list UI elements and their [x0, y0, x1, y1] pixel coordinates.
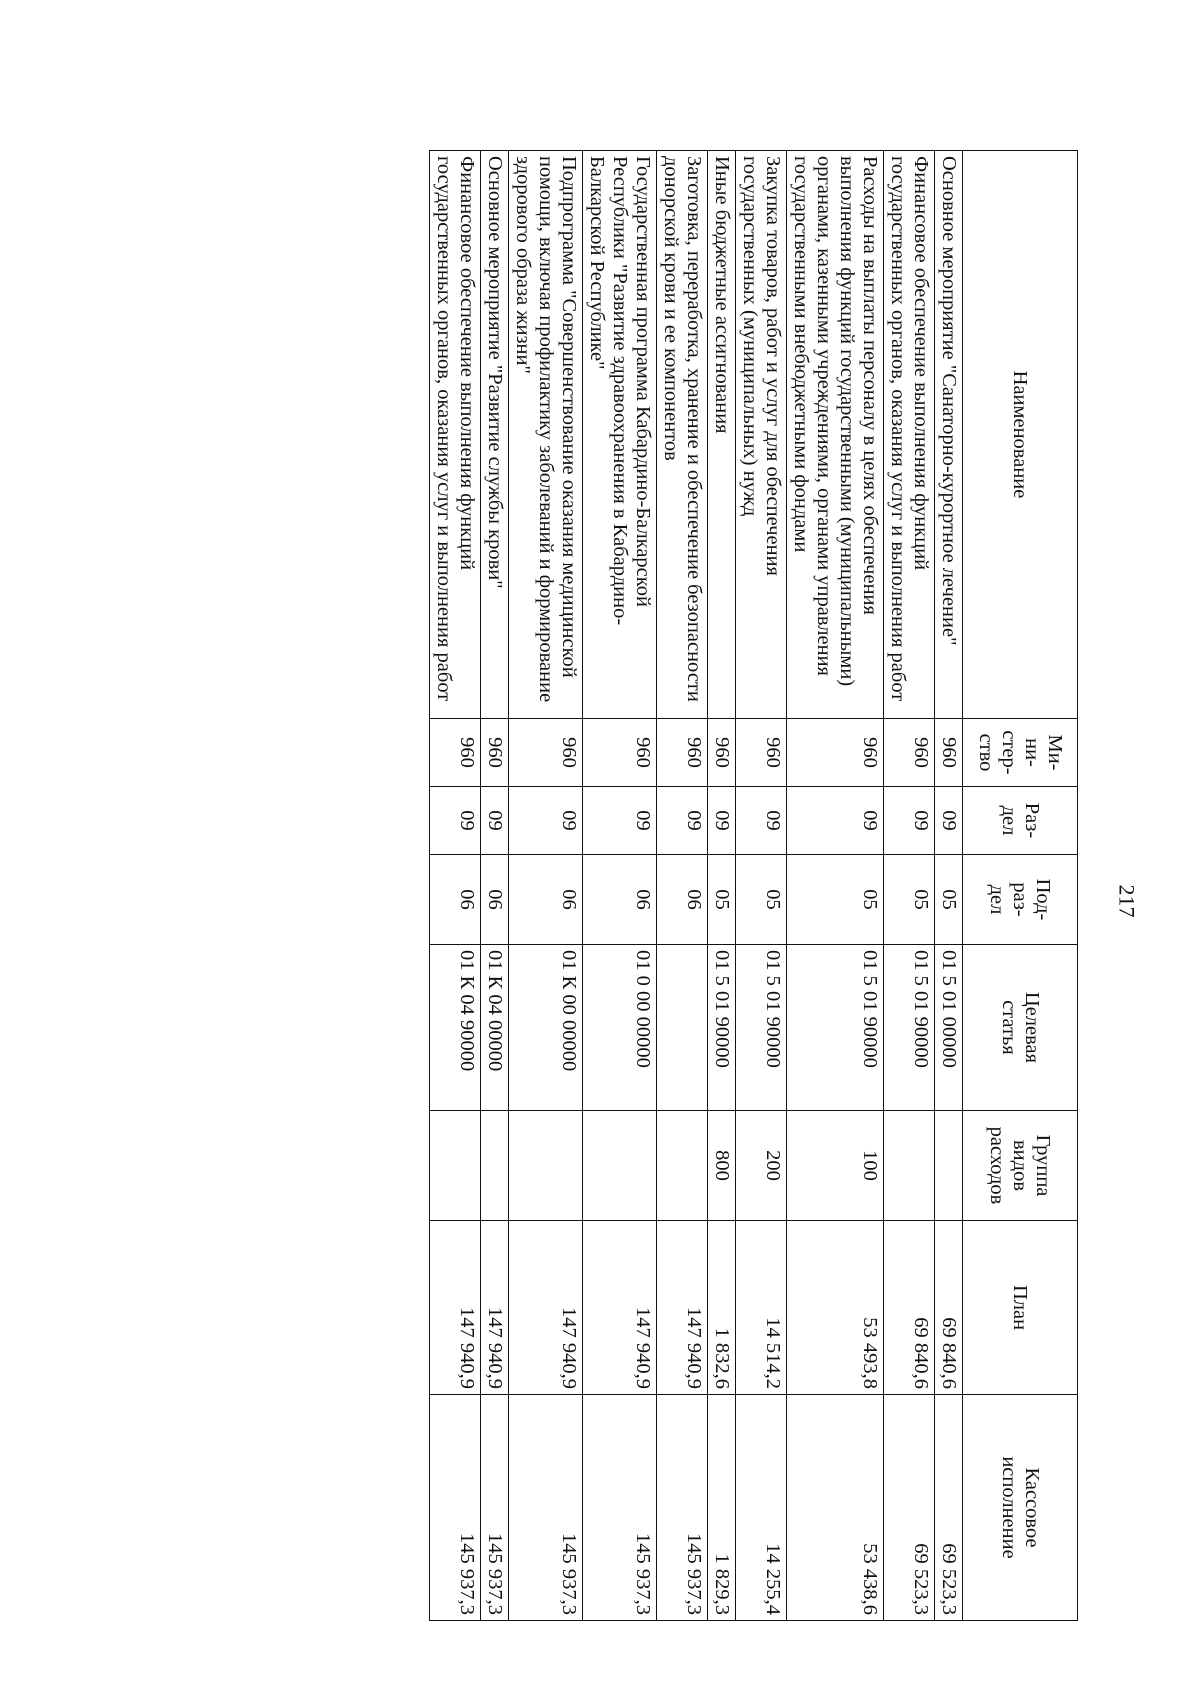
cell-subsection: 05 [736, 855, 787, 945]
table-header-row [963, 151, 1078, 1621]
page-number: 217 [1114, 884, 1140, 918]
table-row [708, 151, 736, 1621]
header-target: Целевая статья [963, 945, 1078, 1111]
header-subsection: Под- раз- дел [963, 855, 1078, 945]
header-section: Раз- дел [963, 787, 1078, 855]
cell-ministry: 960 [583, 719, 657, 787]
table-row [787, 151, 884, 1621]
cell-ministry: 960 [657, 719, 708, 787]
cell-section: 09 [509, 787, 583, 855]
cell-group [583, 1111, 657, 1221]
table-body [430, 151, 963, 1621]
cell-group [884, 1111, 935, 1221]
cell-target: 01 5 01 90000 [787, 945, 884, 1111]
cell-section: 09 [481, 787, 509, 855]
table-row [657, 151, 708, 1621]
cell-plan: 147 940,9 [430, 1221, 481, 1395]
cell-ministry: 960 [481, 719, 509, 787]
cell-target: 01 5 01 00000 [935, 945, 963, 1111]
cell-name: Подпрограмма "Совершенствование оказания медицинской помощи, включая профилактику заболеваний и формирование здорового образа жизни" [509, 151, 583, 719]
table-row [935, 151, 963, 1621]
cell-group [509, 1111, 583, 1221]
header-ministry: Ми- ни- стер- ство [963, 719, 1078, 787]
cell-exec: 69 523,3 [884, 1395, 935, 1621]
cell-plan: 14 514,2 [736, 1221, 787, 1395]
cell-name: Финансовое обеспечение выполнения функций государственных органов, оказания услуг и выполнения работ [884, 151, 935, 719]
table-row [884, 151, 935, 1621]
cell-ministry: 960 [430, 719, 481, 787]
table-row [736, 151, 787, 1621]
budget-table [429, 150, 1078, 1621]
cell-subsection: 06 [481, 855, 509, 945]
cell-subsection: 06 [583, 855, 657, 945]
cell-plan: 69 840,6 [884, 1221, 935, 1395]
cell-plan: 147 940,9 [657, 1221, 708, 1395]
cell-section: 09 [935, 787, 963, 855]
cell-exec: 145 937,3 [481, 1395, 509, 1621]
cell-subsection: 06 [430, 855, 481, 945]
cell-subsection: 05 [884, 855, 935, 945]
cell-plan: 147 940,9 [583, 1221, 657, 1395]
cell-name: Иные бюджетные ассигнования [708, 151, 736, 719]
cell-group: 100 [787, 1111, 884, 1221]
rotated-page-content [142, 150, 1078, 1620]
table-row [509, 151, 583, 1621]
cell-subsection: 05 [708, 855, 736, 945]
cell-plan: 69 840,6 [935, 1221, 963, 1395]
cell-group: 800 [708, 1111, 736, 1221]
cell-exec: 145 937,3 [509, 1395, 583, 1621]
cell-subsection: 05 [787, 855, 884, 945]
cell-ministry: 960 [708, 719, 736, 787]
cell-name: Заготовка, переработка, хранение и обеспечение безопасности донорской крови и ее компонентов [657, 151, 708, 719]
table-row [430, 151, 481, 1621]
cell-name: Государственная программа Кабардино-Балкарской Республики "Развитие здравоохранения в Кабардино-Балкарской Республике" [583, 151, 657, 719]
header-exec: Кассовое исполнение [963, 1395, 1078, 1621]
cell-target: 01 5 01 90000 [736, 945, 787, 1111]
cell-target: 01 0 00 00000 [583, 945, 657, 1111]
cell-subsection: 06 [657, 855, 708, 945]
cell-exec: 145 937,3 [583, 1395, 657, 1621]
cell-target: 01 5 01 90000 [708, 945, 736, 1111]
cell-subsection: 05 [935, 855, 963, 945]
cell-section: 09 [583, 787, 657, 855]
cell-section: 09 [657, 787, 708, 855]
cell-ministry: 960 [509, 719, 583, 787]
cell-plan: 53 493,8 [787, 1221, 884, 1395]
cell-name: Расходы на выплаты персоналу в целях обеспечения выполнения функций государственными (муниципальными) органами, казенными учреждениями, органами управления государственными внебюджетными фондами [787, 151, 884, 719]
cell-plan: 147 940,9 [481, 1221, 509, 1395]
cell-target: 01 К 04 00000 [481, 945, 509, 1111]
cell-group [935, 1111, 963, 1221]
cell-group [430, 1111, 481, 1221]
cell-section: 09 [884, 787, 935, 855]
cell-target: 01 К 00 00000 [509, 945, 583, 1111]
cell-ministry: 960 [884, 719, 935, 787]
cell-exec: 145 937,3 [430, 1395, 481, 1621]
cell-name: Финансовое обеспечение выполнения функций государственных органов, оказания услуг и выполнения работ [430, 151, 481, 719]
cell-exec: 14 255,4 [736, 1395, 787, 1621]
cell-target: 01 5 01 90000 [884, 945, 935, 1111]
cell-subsection: 06 [509, 855, 583, 945]
cell-exec: 145 937,3 [657, 1395, 708, 1621]
table-row [583, 151, 657, 1621]
cell-section: 09 [430, 787, 481, 855]
cell-section: 09 [787, 787, 884, 855]
cell-section: 09 [708, 787, 736, 855]
header-plan: План [963, 1221, 1078, 1395]
cell-exec: 1 829,3 [708, 1395, 736, 1621]
header-group: Группа видов расходов [963, 1111, 1078, 1221]
cell-ministry: 960 [787, 719, 884, 787]
cell-group: 200 [736, 1111, 787, 1221]
cell-plan: 147 940,9 [509, 1221, 583, 1395]
cell-exec: 53 438,6 [787, 1395, 884, 1621]
cell-name: Основное мероприятие "Развитие службы крови" [481, 151, 509, 719]
header-name: Наименование [963, 151, 1078, 719]
cell-exec: 69 523,3 [935, 1395, 963, 1621]
cell-group [657, 1111, 708, 1221]
cell-target: 01 К 04 90000 [430, 945, 481, 1111]
cell-group [481, 1111, 509, 1221]
cell-ministry: 960 [736, 719, 787, 787]
cell-plan: 1 832,6 [708, 1221, 736, 1395]
cell-name: Основное мероприятие "Санаторно-курортное лечение" [935, 151, 963, 719]
cell-name: Закупка товаров, работ и услуг для обеспечения государственных (муниципальных) нужд [736, 151, 787, 719]
table-row [481, 151, 509, 1621]
cell-ministry: 960 [935, 719, 963, 787]
cell-target [657, 945, 708, 1111]
cell-section: 09 [736, 787, 787, 855]
